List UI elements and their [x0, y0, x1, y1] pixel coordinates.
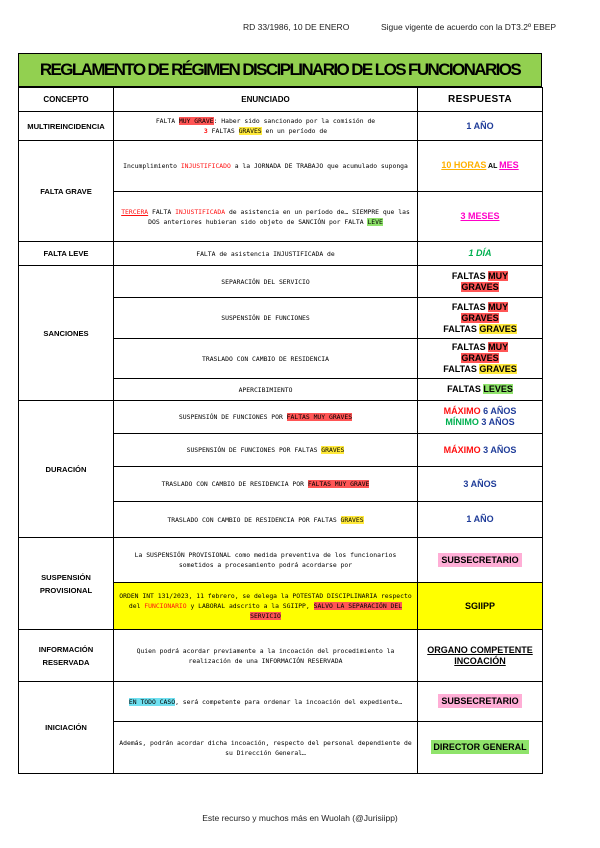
answer-cell [418, 112, 543, 141]
answer: FALTAS [443, 323, 480, 334]
statement-cell [114, 298, 418, 339]
answer: GRAVES [461, 353, 499, 363]
answer: ORGANO COMPETENTE INCOACIÓN [427, 644, 533, 666]
answer-cell [418, 502, 543, 538]
text: Además, podrán acordar dicha incoación, respecto del personal dependiente de su Dirección General… [119, 738, 412, 757]
answer: DIRECTOR GENERAL [433, 742, 527, 752]
highlight: GRAVES [321, 446, 345, 454]
answer: AL [486, 163, 500, 170]
text: TRASLADO CON CAMBIO DE RESIDENCIA POR [161, 480, 308, 488]
header-right: Sigue vigente de acuerdo con la DT3.2º EBEP [381, 22, 557, 32]
text: SUSPENSIÓN DE FUNCIONES POR [178, 413, 287, 421]
statement-cell [114, 141, 418, 192]
answer: MUY [488, 301, 509, 312]
statement-cell [114, 467, 418, 502]
concept-cell [19, 266, 114, 401]
statement-cell [114, 339, 418, 379]
statement-cell [114, 401, 418, 434]
header-concepto: CONCEPTO [19, 88, 114, 112]
answer-cell [418, 141, 543, 192]
answer: LEVES [483, 384, 513, 394]
answer: 3 AÑOS [478, 417, 515, 427]
text: FALTA [155, 117, 179, 125]
statement-cell [114, 379, 418, 401]
highlight: EN TODO CASO [128, 697, 176, 706]
statement-cell [114, 583, 418, 630]
answer-cell [418, 538, 543, 583]
highlight: 3 [203, 127, 208, 135]
highlight: INJUSTIFICADA [175, 207, 226, 216]
concept-cell [19, 141, 114, 242]
table-row [19, 266, 543, 298]
answer: FALTAS [443, 364, 480, 374]
header-respuesta: RESPUESTA [418, 88, 543, 112]
text: Incumplimiento [123, 162, 181, 170]
answer: MUY [488, 342, 509, 352]
text: FALTA de asistencia INJUSTIFICADA de [196, 249, 335, 258]
statement-cell [114, 112, 418, 141]
answer-cell [418, 298, 543, 339]
table-row [19, 630, 543, 682]
text: TRASLADO CON CAMBIO DE RESIDENCIA [202, 354, 329, 363]
highlight: TERCERA [121, 207, 149, 216]
concept-label: INICIACIÓN [45, 723, 87, 732]
answer-cell [418, 467, 543, 502]
answer: MÍNIMO [445, 417, 479, 427]
table-row [19, 141, 543, 192]
answer: MÁXIMO [443, 406, 481, 416]
concept-cell [19, 401, 114, 538]
answer: GRAVES [461, 312, 499, 323]
answer-cell [418, 266, 543, 298]
answer: 1 AÑO [466, 120, 494, 131]
highlight: LEVE [367, 217, 383, 226]
answer: MUY [488, 270, 509, 281]
text: La SUSPENSIÓN PROVISIONAL como medida preventiva de los funcionarios sometidos a procesamiento podrá acordarse por [134, 551, 397, 569]
text: Quien podrá acordar previamente a la incoación del procedimiento la realización de una INFORMACIÓN RESERVADA [136, 646, 395, 665]
concept-label: INFORMACIÓN RESERVADA [38, 644, 94, 667]
text: en un período de [261, 127, 328, 135]
answer: MES [499, 160, 519, 170]
concept-label: SUSPENSIÓN PROVISIONAL [39, 572, 93, 595]
concept-cell [19, 630, 114, 682]
answer: 1 DÍA [468, 248, 492, 258]
answer-cell [418, 682, 543, 722]
statement-cell [114, 266, 418, 298]
concept-label: FALTA LEVE [43, 249, 89, 258]
highlight: GRAVES [340, 515, 364, 524]
text: SUSPENSIÓN DE FUNCIONES [221, 314, 310, 322]
text: y LABORAL adscrito a la SGIIPP, [186, 602, 314, 610]
table-row [19, 242, 543, 266]
table-row [19, 401, 543, 434]
concept-label: FALTA GRAVE [40, 186, 92, 196]
answer: FALTAS [451, 301, 489, 312]
statement-cell [114, 502, 418, 538]
text: SUSPENSIÓN DE FUNCIONES POR FALTAS [186, 446, 322, 454]
table-row [19, 112, 543, 141]
answer: 10 HORAS [441, 160, 487, 170]
text: APERCIBIMIENTO [238, 385, 293, 394]
statement-cell [114, 192, 418, 242]
answer: 3 AÑOS [480, 444, 517, 455]
answer: FALTAS [451, 270, 489, 281]
table-row [19, 682, 543, 722]
table-row [19, 538, 543, 583]
highlight: INJUSTIFICADO [180, 162, 231, 170]
table-header-row [19, 88, 543, 112]
rules-table [18, 87, 543, 774]
highlight: MUY GRAVE [178, 117, 214, 125]
concept-label: DURACIÓN [45, 464, 87, 474]
concept-cell [19, 682, 114, 774]
text: FALTAS [207, 127, 239, 135]
answer: SGIIPP [464, 600, 495, 611]
answer: GRAVES [461, 281, 499, 292]
statement-cell [114, 682, 418, 722]
text: que acumulado suponga [323, 162, 408, 170]
answer-cell [418, 630, 543, 682]
highlight: FALTAS MUY GRAVES [286, 413, 353, 421]
answer: FALTAS [451, 342, 489, 352]
answer: MÁXIMO [443, 444, 481, 455]
answer-cell [418, 722, 543, 774]
header-left: RD 33/1986, 10 DE ENERO [243, 22, 350, 32]
text: : Haber sido sancionado por la comisión de [213, 117, 376, 125]
statement-cell [114, 630, 418, 682]
concept-cell [19, 538, 114, 630]
answer: GRAVES [479, 323, 517, 334]
answer: 1 AÑO [466, 514, 494, 524]
highlight: SALVO LA SEPARACIÓN DEL SERVICIO [250, 602, 403, 620]
text: ORDEN INT 131/2023, 11 febrero, se delega la POTESTAD DISCIPLINARIA respecto del [119, 592, 412, 610]
highlight: FUNCIONARIO [144, 602, 187, 610]
text: TRASLADO CON CAMBIO DE RESIDENCIA POR FALTAS [167, 515, 341, 524]
statement-cell [114, 434, 418, 467]
concept-label: MULTIREINCIDENCIA [27, 121, 105, 131]
answer-cell [418, 192, 543, 242]
answer: 3 MESES [460, 211, 500, 221]
answer: 6 AÑOS [480, 406, 517, 416]
answer-cell [418, 401, 543, 434]
answer-cell [418, 434, 543, 467]
concept-cell [19, 242, 114, 266]
answer: 3 AÑOS [463, 478, 497, 489]
text: FALTA [148, 207, 176, 216]
statement-cell [114, 242, 418, 266]
answer-cell [418, 242, 543, 266]
text: de asistencia en un período de… SIEMPRE que las DOS anteriores hubieran sido objeto de SANCIÓN por FALTA [148, 207, 410, 226]
answer: GRAVES [479, 364, 517, 374]
highlight: GRAVES [238, 127, 262, 135]
answer-cell [418, 339, 543, 379]
page-title: REGLAMENTO DE RÉGIMEN DISCIPLINARIO DE LOS FUNCIONARIOS [18, 53, 542, 87]
concept-cell [19, 112, 114, 141]
statement-cell [114, 538, 418, 583]
header-enunciado: ENUNCIADO [114, 88, 418, 112]
answer: SUBSECRETARIO [438, 553, 521, 567]
answer-cell [418, 379, 543, 401]
answer: SUBSECRETARIO [438, 694, 521, 708]
answer: FALTAS [447, 384, 484, 394]
text: a la [230, 162, 254, 170]
text: , será competente para ordenar la incoación del expediente… [175, 697, 403, 706]
text: JORNADA DE TRABAJO [253, 162, 324, 170]
statement-cell [114, 722, 418, 774]
footer: Este recurso y muchos más en Wuolah (@Jurisiipp) [202, 813, 398, 823]
highlight: FALTAS MUY GRAVE [307, 480, 370, 488]
answer-cell [418, 583, 543, 630]
text: SEPARACIÓN DEL SERVICIO [221, 277, 310, 286]
concept-label: SANCIONES [43, 328, 89, 338]
